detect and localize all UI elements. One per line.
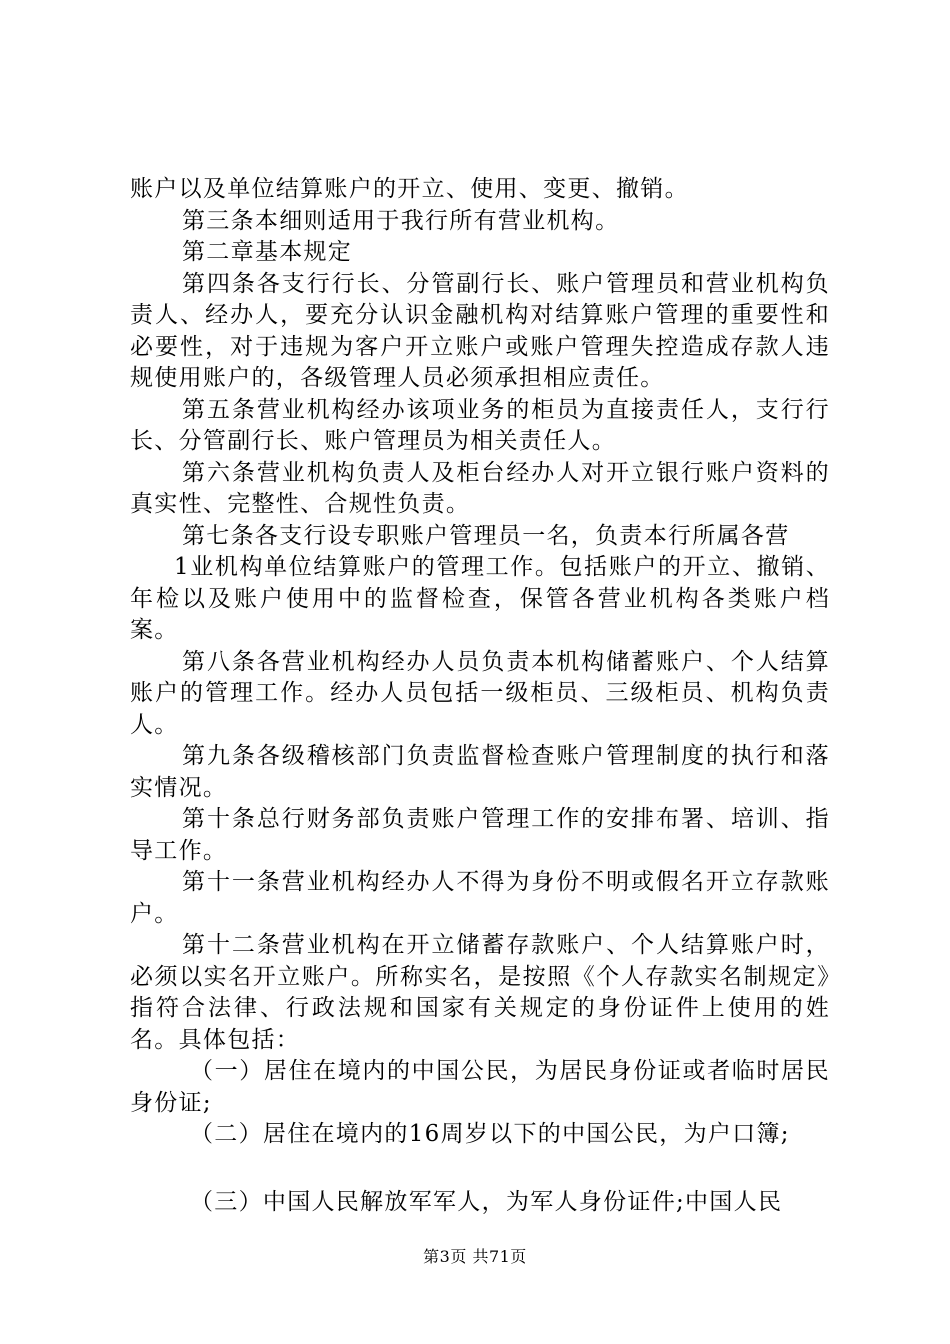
paragraph: 第三条本细则适用于我行所有营业机构。: [182, 207, 620, 234]
paragraph: 第九条各级稽核部门负责监督检查账户管理制度的执行和落实情况。: [130, 743, 830, 801]
list-item: （一）居住在境内的中国公民，为居民身份证或者临时居民身份证;: [130, 1058, 830, 1116]
paragraph: 第七条各支行设专职账户管理员一名，负责本行所属各营: [182, 522, 790, 549]
paragraph: 账户以及单位结算账户的开立、使用、变更、撤销。: [130, 176, 689, 202]
page-footer: 第3页 共71页: [423, 1247, 527, 1266]
list-item: （三）中国人民解放军军人，为军人身份证件;中国人民: [190, 1188, 783, 1215]
document-body: [130, 174, 830, 1218]
chapter-heading: 第二章基本规定: [182, 239, 353, 265]
paragraph: 第六条营业机构负责人及柜台经办人对开立银行账户资料的真实性、完整性、合规性负责。: [130, 459, 830, 517]
paragraph: 第十一条营业机构经办人不得为身份不明或假名开立存款账户。: [130, 869, 830, 927]
paragraph: 第十条总行财务部负责账户管理工作的安排布署、培训、指导工作。: [130, 806, 830, 864]
list-item: （二）居住在境内的16周岁以下的中国公民，为户口簿;: [190, 1121, 790, 1147]
paragraph: 第四条各支行行长、分管副行长、账户管理员和营业机构负责人、经办人，要充分认识金融机构对结算账户管理的重要性和必要性，对于违规为客户开立账户或账户管理失控造成存款人违规使用账户的，各级管理人员必须承担相应责任。: [130, 270, 830, 391]
paragraph: 第五条营业机构经办该项业务的柜员为直接责任人，支行行长、分管副行长、账户管理员为相关责任人。: [130, 396, 830, 454]
paragraph: 第十二条营业机构在开立储蓄存款账户、个人结算账户时，必须以实名开立账户。所称实名，是按照《个人存款实名制规定》指符合法律、行政法规和国家有关规定的身份证件上使用的姓名。具体包括：: [130, 932, 830, 1053]
paragraph: 1业机构单位结算账户的管理工作。包括账户的开立、撤销、年检以及账户使用中的监督检查，保管各营业机构各类账户档案。: [130, 554, 830, 643]
paragraph: 第八条各营业机构经办人员负责本机构储蓄账户、个人结算账户的管理工作。经办人员包括一级柜员、三级柜员、机构负责人。: [130, 648, 830, 738]
